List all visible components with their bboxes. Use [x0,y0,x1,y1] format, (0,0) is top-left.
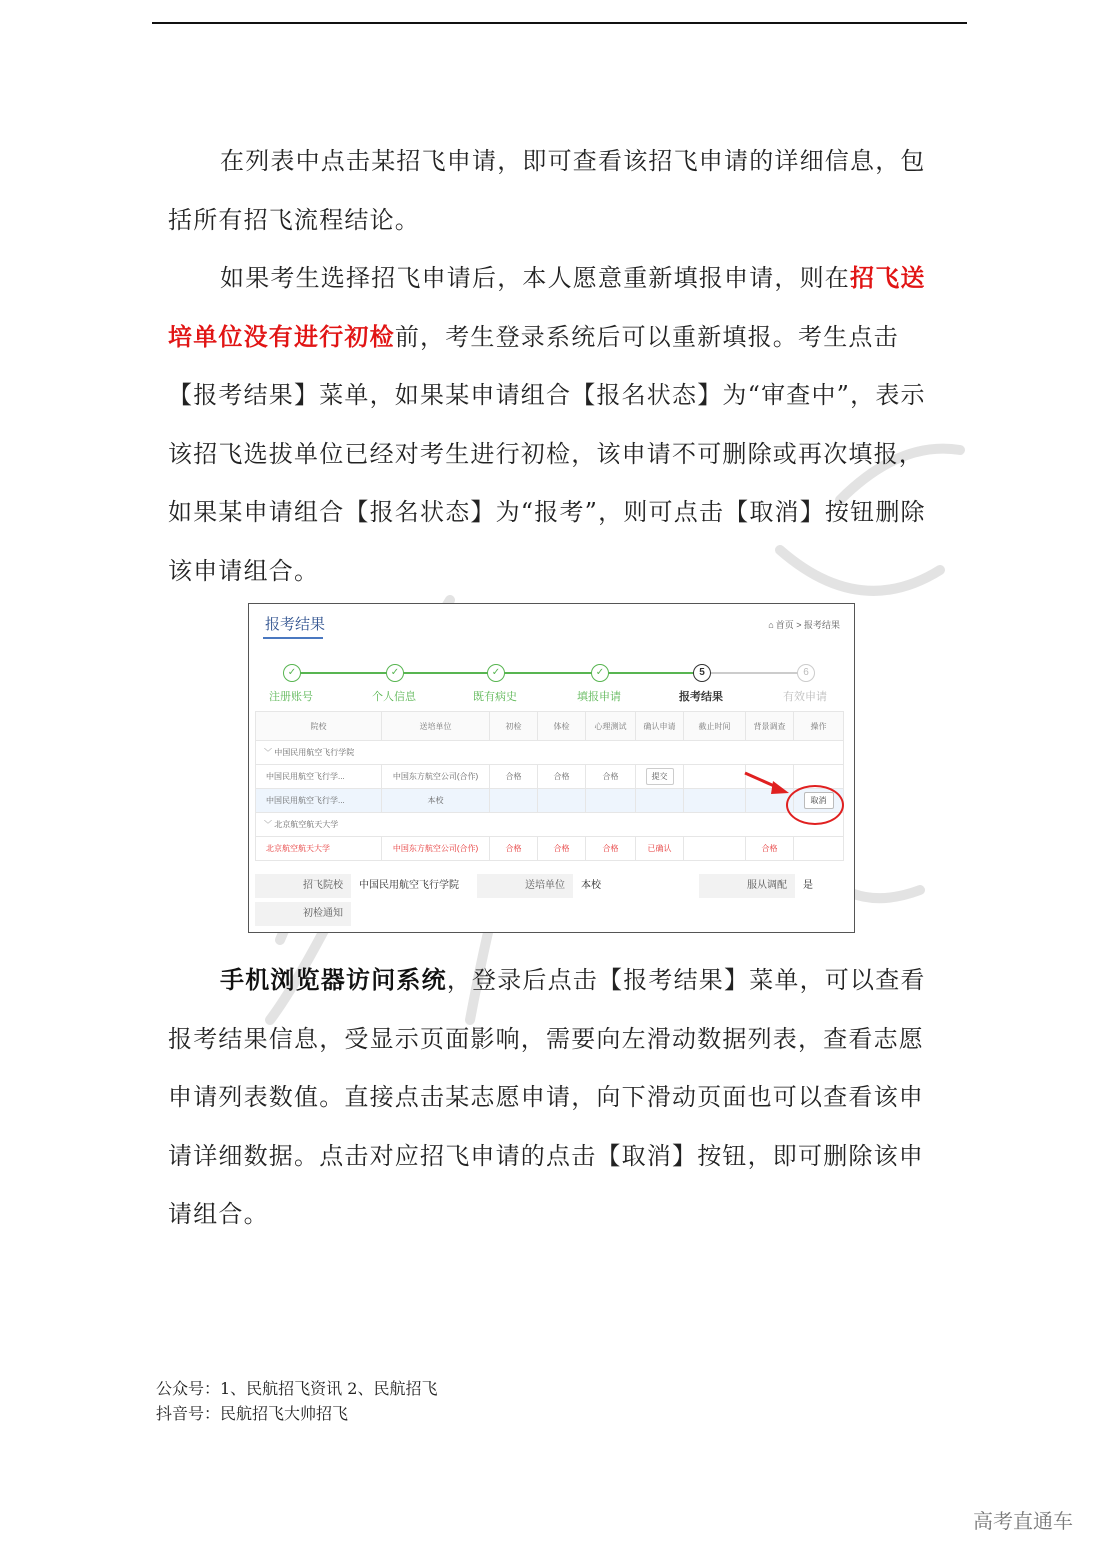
table-row[interactable] [256,837,844,861]
step-6-number-icon: 6 [797,664,815,682]
detail-school-value: 中国民用航空飞行学院 [359,880,459,891]
steps-remaining-line [709,672,805,674]
chevron-down-icon: ﹀ [264,748,275,757]
step-3-check-icon: ✓ [487,664,505,682]
cell-confirm [636,765,684,789]
col-header: 院校 [256,712,382,741]
cell-deadline [684,765,746,789]
col-header: 体检 [538,712,586,741]
detail-unit-label: 送培单位 [477,874,573,898]
detail-notice-label: 初检通知 [255,902,351,926]
table-group-row[interactable] [256,813,844,837]
paragraph-3 [168,951,938,1244]
breadcrumb [768,618,840,631]
detail-unit-value: 本校 [581,880,601,891]
progress-steps [249,660,854,710]
step-2-label: 个人信息 [372,691,416,703]
cell-physical [538,789,586,813]
cell-initial-check [490,789,538,813]
cell-deadline [684,837,746,861]
paragraph-1: 在列表中点击某招飞申请，即可查看该招飞申请的详细信息，包括所有招飞流程结论。 [168,147,926,234]
col-header: 背景调查 [746,712,794,741]
detail-obey-label: 服从调配 [699,874,795,898]
col-header: 截止时间 [684,712,746,741]
cell-deadline [684,789,746,813]
cell-confirm [636,789,684,813]
step-3-label: 既有病史 [473,691,517,703]
group-name: 中国民用航空飞行学院 [274,748,355,757]
embedded-screenshot [248,603,855,933]
cell-psych: 合格 [586,765,636,789]
col-header: 初检 [490,712,538,741]
col-header: 心理测试 [586,712,636,741]
step-5-number-icon: 5 [693,664,711,682]
screenshot-title: 报考结果 [265,616,326,633]
cell-school: 中国民用航空飞行学... [256,789,382,813]
cell-confirm: 已确认 [636,837,684,861]
paragraph-2-highlight: 招飞送培单位没有进行初检 [168,263,926,351]
cell-initial-check: 合格 [490,765,538,789]
paragraph-3-rest: ，登录后点击【报考结果】菜单，可以查看报考结果信息，受显示页面影响，需要向左滑动数据列表，查看志愿申请列表数值。直接点击某志愿申请，向下滑动页面也可以查看该申请详细数据。点击对应招飞申请的点击【取消】按钮，即可删除该申请组合。 [168,966,926,1228]
cell-action [794,837,844,861]
col-header: 操作 [794,712,844,741]
step-5-label: 报考结果 [679,691,723,703]
brand-watermark: 高考直通车 [973,1509,1073,1533]
paragraph-2-after: 前，考生登录系统后可以重新填报。考生点击【报考结果】菜单，如果某申请组合【报名状态】为“审查中”，表示该招飞选拔单位已经对考生进行初检，该申请不可删除或再次填报，如果某申请组合【报名状态】为“报考”，则可点击【取消】按钮删除该申请组合。 [168,322,926,585]
detail-obey-value: 是 [803,880,813,891]
red-highlight-circle [786,785,844,825]
paragraph-3-bold: 手机浏览器访问系统 [220,965,447,994]
detail-school-label: 招飞院校 [255,874,351,898]
group-cell[interactable] [256,741,844,765]
home-icon: ⌂ [768,620,774,630]
breadcrumb-text: 首页 > 报考结果 [775,620,840,630]
table-header-row [256,712,844,741]
group-cell[interactable] [256,813,844,837]
cancel-button[interactable]: 取消 [804,792,834,809]
footer-line-2: 抖音号：民航招飞大帅招飞 [156,1404,349,1423]
top-rule [152,22,967,24]
paragraph-2-before: 如果考生选择招飞申请后，本人愿意重新填报申请，则在 [220,264,850,292]
step-6-label: 有效申请 [783,691,827,703]
cell-school: 北京航空航天大学 [256,837,382,861]
red-arrow-icon [743,767,793,797]
step-4-check-icon: ✓ [591,664,609,682]
cell-school: 中国民用航空飞行学... [256,765,382,789]
cell-physical: 合格 [538,765,586,789]
cell-background: 合格 [746,837,794,861]
step-1-check-icon: ✓ [283,664,301,682]
cell-unit: 本校 [382,789,490,813]
step-2-check-icon: ✓ [386,664,404,682]
col-header: 确认申请 [636,712,684,741]
cell-initial-check: 合格 [490,837,538,861]
chevron-down-icon: ﹀ [264,820,275,829]
step-4-label: 填报申请 [577,691,621,703]
cell-psych [586,789,636,813]
col-header: 送培单位 [382,712,490,741]
paragraph-2 [168,249,938,600]
cell-unit: 中国东方航空公司(合作) [382,765,490,789]
submit-button[interactable]: 提交 [646,768,674,785]
step-1-label: 注册账号 [269,691,313,703]
cell-unit: 中国东方航空公司(合作) [382,837,490,861]
table-group-row[interactable] [256,741,844,765]
cell-physical: 合格 [538,837,586,861]
cell-psych: 合格 [586,837,636,861]
footer-line-1: 公众号：1、民航招飞资讯 2、民航招飞 [156,1379,438,1398]
group-name: 北京航空航天大学 [274,820,339,829]
screenshot-title-underline [263,637,323,639]
